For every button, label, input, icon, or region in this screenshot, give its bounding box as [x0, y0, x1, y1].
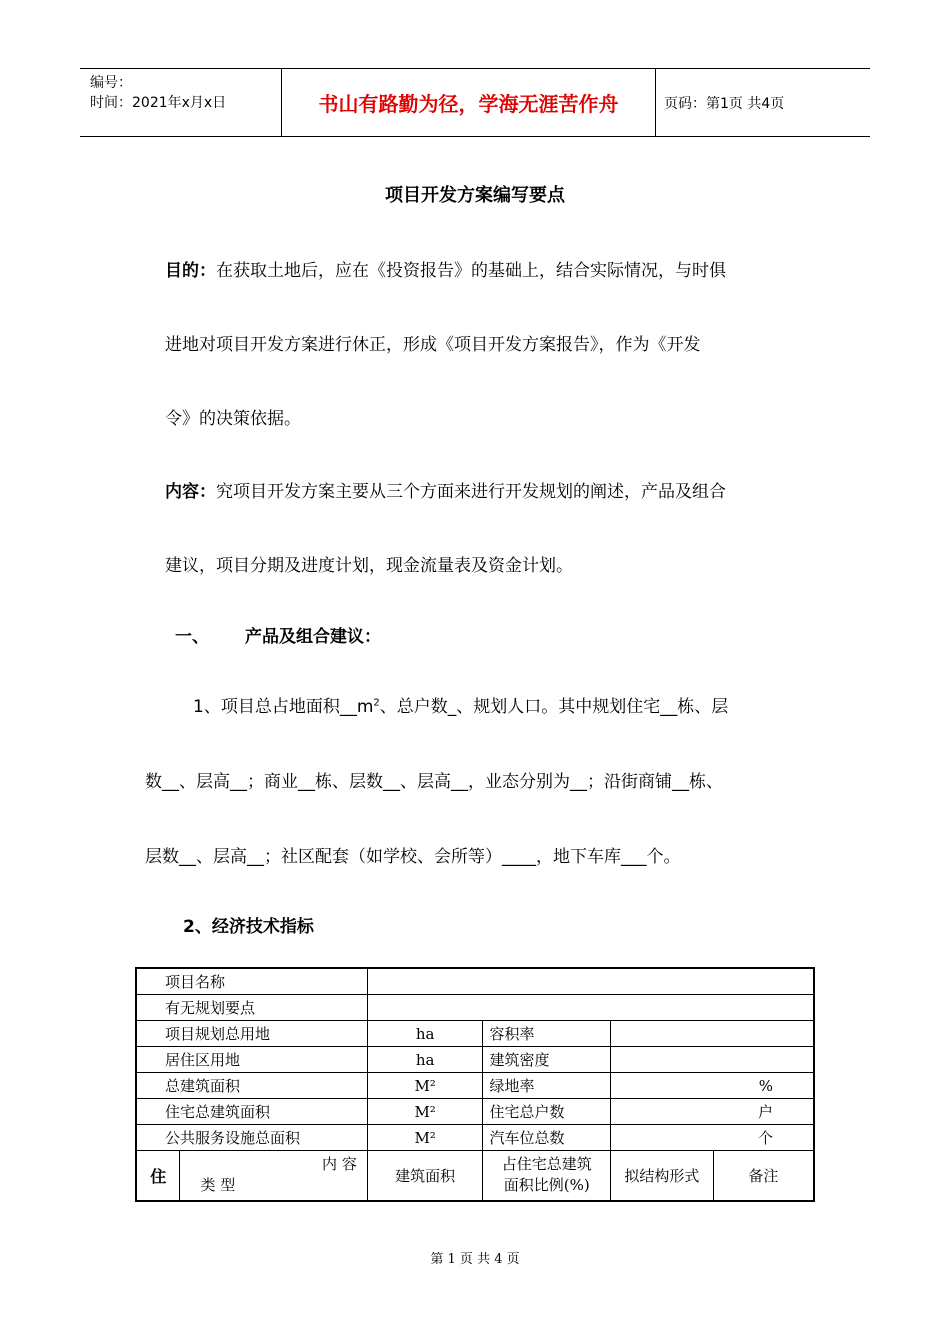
structure-header: 拟结构形式 — [611, 1151, 714, 1201]
ratio-header-line-2: 面积比例(%) — [503, 1176, 590, 1195]
item1-line-1 — [193, 692, 728, 717]
number-label: 编号： — [90, 75, 132, 91]
row-label-2: 住宅总户数 — [483, 1099, 611, 1125]
content-line-2: 建议，项目分期及进度计划，现金流量表及资金计划。 — [165, 556, 573, 576]
content-header: 内 容 — [322, 1155, 357, 1174]
header-left — [90, 73, 226, 113]
row-label-2: 容积率 — [483, 1021, 611, 1047]
row-unit-2: 个 — [611, 1125, 814, 1151]
table-row — [136, 1073, 814, 1099]
purpose-text-1: 在获取土地后，应在《投资报告》的基础上，结合实际情况，与时俱 — [216, 261, 726, 281]
table-row — [136, 1047, 814, 1073]
item1-text-a: 1、项目总占地面积__m — [193, 697, 374, 717]
page-footer: 第 1 页 共 4 页 — [430, 1252, 520, 1267]
row-label: 总建筑面积 — [136, 1073, 367, 1099]
diagonal-header-cell — [180, 1151, 367, 1201]
header-motto-cell — [281, 69, 656, 136]
note-header: 备注 — [713, 1151, 814, 1201]
table-row — [136, 995, 814, 1021]
purpose-line-2: 进地对项目开发方案进行休正，形成《项目开发方案报告》，作为《开发 — [165, 335, 701, 355]
table-row — [136, 968, 814, 995]
section-1-number: 一、 — [175, 627, 209, 647]
ratio-header-line-1: 占住宅总建筑 — [501, 1155, 592, 1174]
purpose-line-1 — [165, 256, 726, 281]
row-unit-2: % — [611, 1073, 814, 1099]
section-1-title: 产品及组合建议： — [245, 627, 381, 647]
row-unit: ha — [367, 1021, 483, 1047]
motto: 书山有路勤为径，学海无涯苦作舟 — [318, 92, 619, 116]
economic-indicators-table — [135, 967, 815, 1202]
purpose-line-3: 令》的决策依据。 — [165, 409, 301, 429]
type-header: 类 型 — [200, 1176, 236, 1195]
row-unit: M² — [367, 1125, 483, 1151]
residential-label: 住 — [136, 1151, 180, 1201]
row-label: 住宅总建筑面积 — [136, 1099, 367, 1125]
row-unit: M² — [367, 1073, 483, 1099]
table-header-row — [136, 1151, 814, 1201]
content-line-1 — [165, 477, 726, 502]
item1-text-b: 、总户数_、规划人口。其中规划住宅__栋、层 — [379, 697, 729, 717]
document-title: 项目开发方案编写要点 — [385, 185, 565, 206]
page-label: 页码：第1页 共4页 — [664, 96, 785, 112]
row-label-2: 绿地率 — [483, 1073, 611, 1099]
row-label: 居住区用地 — [136, 1047, 367, 1073]
table-row — [136, 1125, 814, 1151]
planning-points-value — [367, 995, 814, 1021]
table-row — [136, 1099, 814, 1125]
row-label-2: 汽车位总数 — [483, 1125, 611, 1151]
row-label-2: 建筑密度 — [483, 1047, 611, 1073]
purpose-label: 目的： — [165, 261, 216, 281]
table-row — [136, 1021, 814, 1047]
row-unit-2 — [611, 1047, 814, 1073]
row-unit: ha — [367, 1047, 483, 1073]
planning-points-label: 有无规划要点 — [136, 995, 367, 1021]
item1-sup: 2 — [373, 697, 380, 709]
content-label: 内容： — [165, 482, 216, 502]
page-header — [80, 68, 870, 137]
item1-line-2: 数__、层高__；商业__栋、层数__、层高__，业态分别为__；沿街商铺__栋、 — [145, 772, 723, 792]
project-name-label: 项目名称 — [136, 968, 367, 995]
ratio-header — [483, 1151, 611, 1201]
row-label: 项目规划总用地 — [136, 1021, 367, 1047]
item1-line-3: 层数__、层高__；社区配套（如学校、会所等）____，地下车库___个。 — [145, 847, 681, 867]
row-unit: M² — [367, 1099, 483, 1125]
row-label: 公共服务设施总面积 — [136, 1125, 367, 1151]
item2-title: 2、经济技术指标 — [183, 917, 314, 937]
row-unit-2: 户 — [611, 1099, 814, 1125]
time-label: 时间：2021年x月x日 — [90, 95, 227, 111]
row-unit-2 — [611, 1021, 814, 1047]
content-text-1: 究项目开发方案主要从三个方面来进行开发规划的阐述，产品及组合 — [216, 482, 726, 502]
project-name-value — [367, 968, 814, 995]
building-area-header: 建筑面积 — [367, 1151, 483, 1201]
